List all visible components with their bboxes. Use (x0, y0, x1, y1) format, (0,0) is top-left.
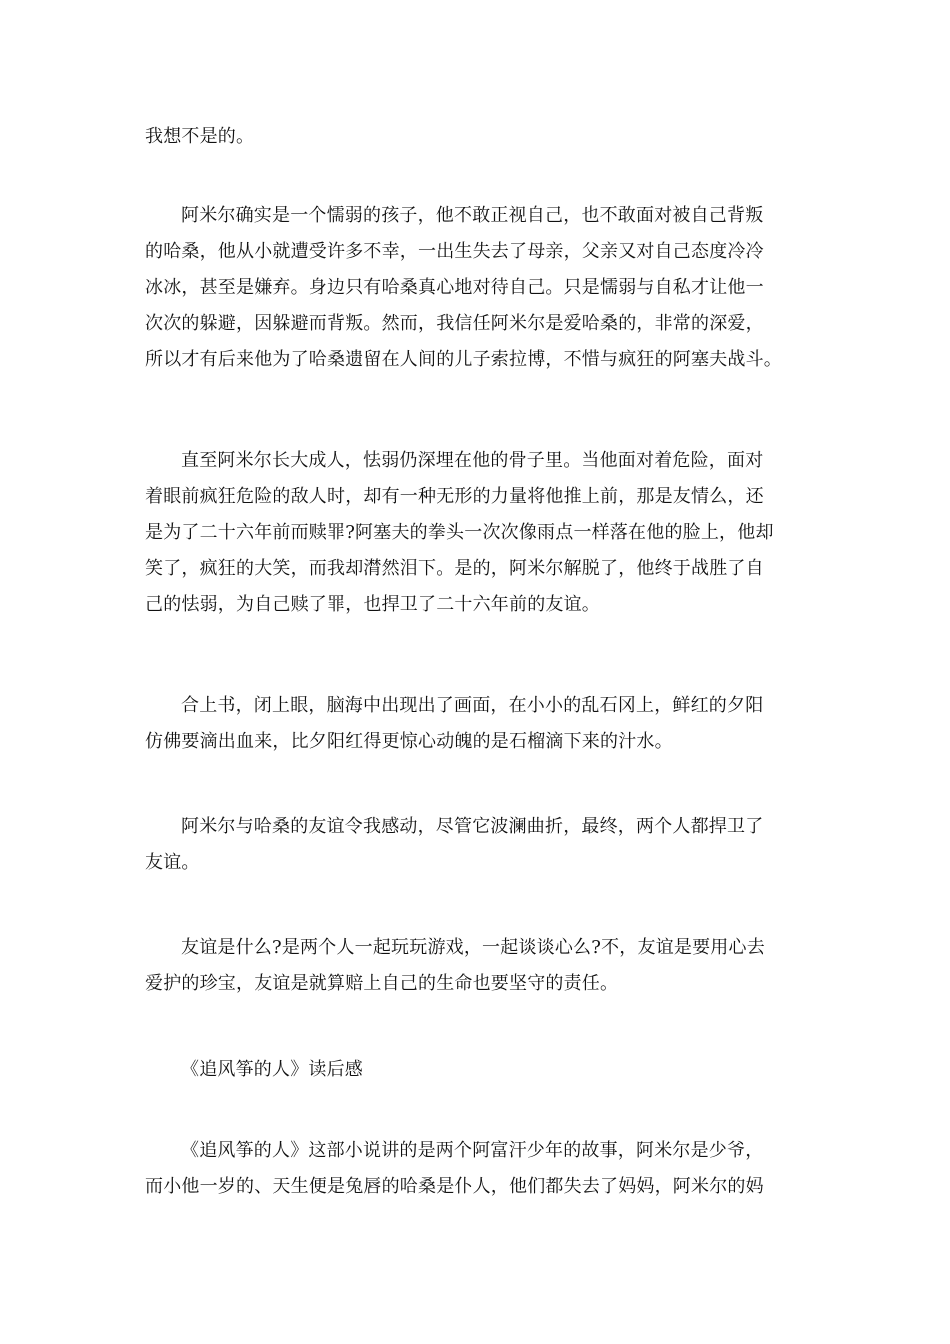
paragraph-1 (145, 119, 805, 155)
text-line: 合上书，闭上眼，脑海中出现出了画面，在小小的乱石冈上，鲜红的夕阳 (181, 695, 764, 716)
text-line: 爱护的珍宝，友谊是就算赔上自己的生命也要坚守的责任。 (145, 973, 619, 994)
text-line: 《追风筝的人》这部小说讲的是两个阿富汗少年的故事，阿米尔是少爷， (181, 1140, 764, 1161)
text-line: 阿米尔与哈桑的友谊令我感动，尽管它波澜曲折，最终，两个人都捍卫了 (181, 816, 764, 837)
paragraph-7 (145, 1133, 805, 1205)
text-line: 的哈桑，他从小就遭受许多不幸，一出生失去了母亲，父亲又对自己态度冷冷 (145, 241, 764, 262)
text-line: 笑了，疯狂的大笑，而我却潸然泪下。是的，阿米尔解脱了，他终于战胜了自 (145, 558, 764, 579)
text-line: 我想不是的。 (145, 126, 255, 147)
text-line: 友谊。 (145, 852, 200, 873)
text-line: 而小他一岁的、天生便是兔唇的哈桑是仆人，他们都失去了妈妈，阿米尔的妈 (145, 1176, 764, 1197)
text-line: 友谊是什么?是两个人一起玩玩游戏，一起谈谈心么?不，友谊是要用心去 (181, 937, 765, 958)
text-line: 直至阿米尔长大成人，怯弱仍深埋在他的骨子里。当他面对着危险，面对 (181, 450, 764, 471)
paragraph-6 (145, 930, 805, 1002)
text-line: 次次的躲避，因躲避而背叛。然而，我信任阿米尔是爱哈桑的，非常的深爱， (145, 313, 764, 334)
paragraph-5 (145, 809, 805, 881)
text-line: 着眼前疯狂危险的敌人时，却有一种无形的力量将他推上前，那是友情么，还 (145, 486, 764, 507)
text-line: 是为了二十六年前而赎罪?阿塞夫的拳头一次次像雨点一样落在他的脸上，他却 (145, 522, 774, 543)
text-line: 仿佛要滴出血来，比夕阳红得更惊心动魄的是石榴滴下来的汁水。 (145, 731, 673, 752)
text-line: 阿米尔确实是一个懦弱的孩子，他不敢正视自己，也不敢面对被自己背叛 (181, 205, 764, 226)
text-line: 己的怯弱，为自己赎了罪，也捍卫了二十六年前的友谊。 (145, 594, 600, 615)
section-heading (145, 1052, 805, 1088)
paragraph-4 (145, 688, 805, 760)
text-line: 所以才有后来他为了哈桑遗留在人间的儿子索拉博，不惜与疯狂的阿塞夫战斗。 (145, 349, 782, 370)
paragraph-2 (145, 198, 805, 378)
paragraph-3 (145, 443, 805, 623)
text-line: 冰冰，甚至是嫌弃。身边只有哈桑真心地对待自己。只是懦弱与自私才让他一 (145, 277, 764, 298)
heading-text: 《追风筝的人》读后感 (181, 1059, 363, 1080)
